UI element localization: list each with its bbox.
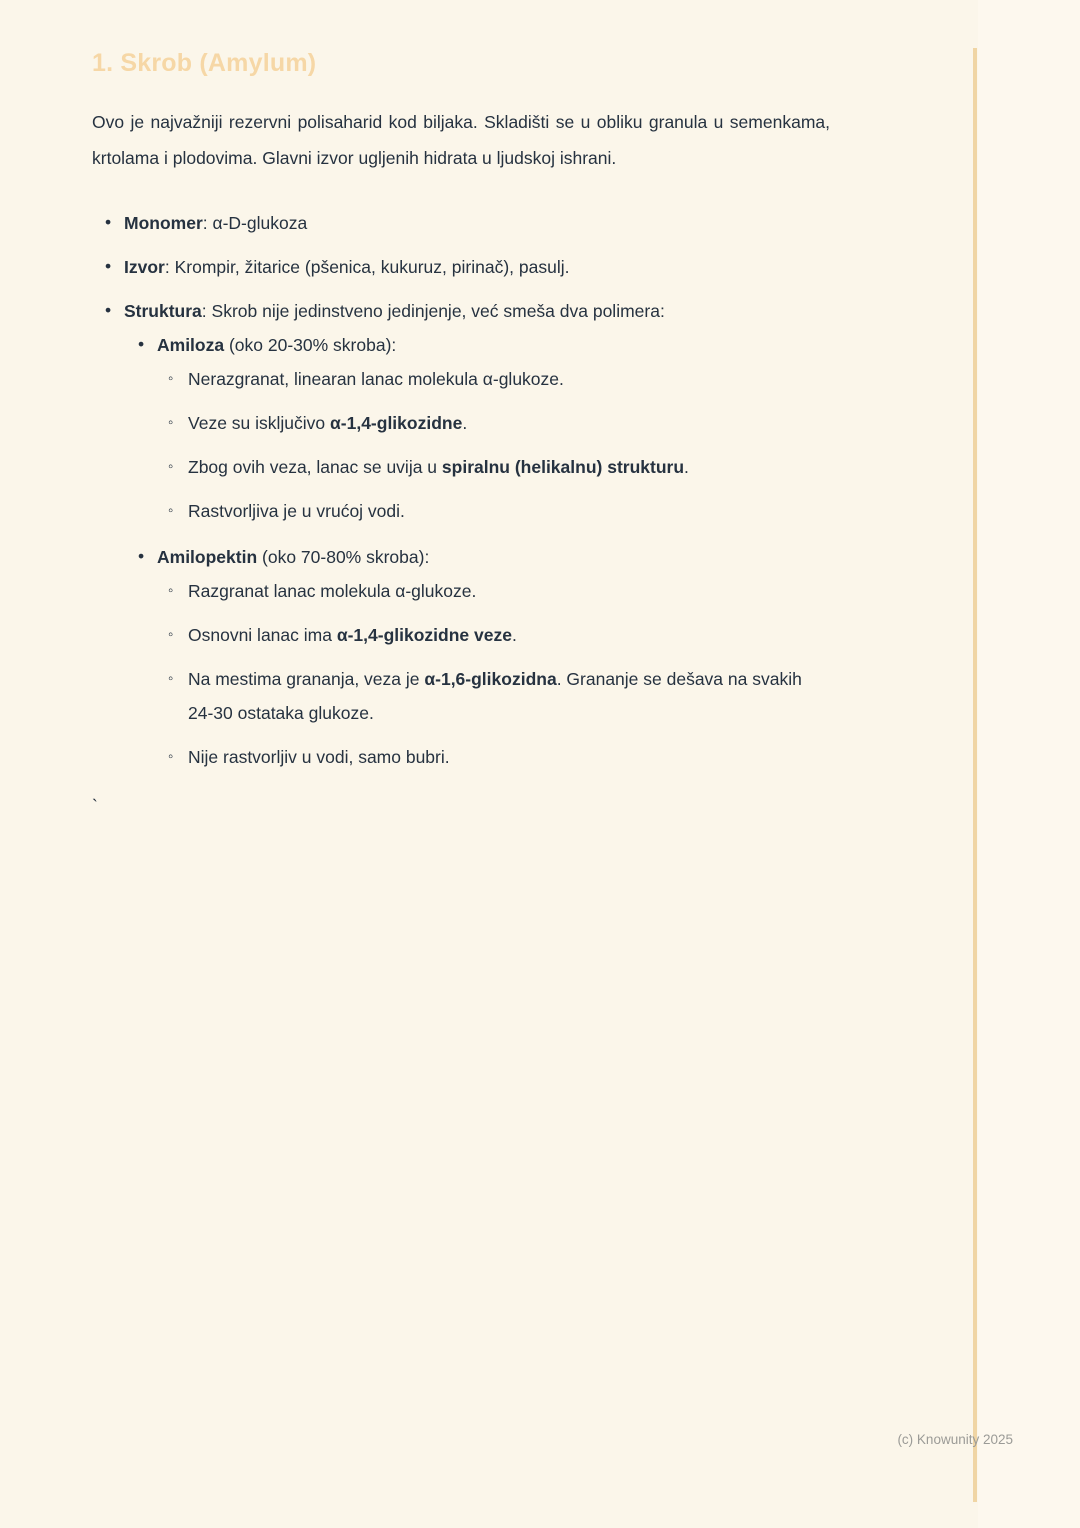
section-title: 1. Skrob (Amylum) (92, 49, 317, 77)
list-item-amilopektin (92, 540, 830, 574)
sub-list-item-text: Zbog ovih veza, lanac se uvija u spiralnu (helikalnu) strukturu. (188, 457, 689, 477)
circle-bullet-icon: ◦ (168, 670, 174, 687)
stray-backtick: ` (92, 796, 98, 816)
sub-list-item (92, 740, 830, 774)
circle-bullet-icon: ◦ (168, 626, 174, 643)
bullet-icon: • (105, 212, 112, 232)
outline-list (92, 206, 830, 774)
sub-list-item-text: Nerazgranat, linearan lanac molekula α-glukoze. (188, 369, 564, 389)
sub-list-item-text: Osnovni lanac ima α-1,4-glikozidne veze. (188, 625, 517, 645)
sub-list-item (92, 574, 830, 608)
vertical-divider (973, 48, 977, 1502)
list-item-monomer (92, 206, 830, 240)
sub-list-item (92, 618, 830, 652)
circle-bullet-icon: ◦ (168, 370, 174, 387)
sub-list-item (92, 494, 830, 528)
bullet-icon: • (138, 546, 145, 566)
circle-bullet-icon: ◦ (168, 414, 174, 431)
list-item-text: Izvor: Krompir, žitarice (pšenica, kukuruz, pirinač), pasulj. (124, 257, 570, 277)
right-margin-strip (978, 0, 1080, 1528)
copyright-footer: (c) Knowunity 2025 (897, 1432, 1013, 1447)
intro-paragraph: Ovo je najvažniji rezervni polisaharid kod biljaka. Skladišti se u obliku granula u semenkama, krtolama i plodovima. Glavni izvor ugljenih hidrata u ljudskoj ishrani. (92, 112, 830, 168)
sub-list-item-text: Na mestima grananja, veza je α-1,6-glikozidna. Grananje se dešava na svakih 24-30 ostataka glukoze. (188, 669, 802, 723)
note-content (92, 48, 830, 823)
list-item-text: Monomer: α-D-glukoza (124, 213, 308, 233)
sub-list-item (92, 662, 830, 730)
list-item-amiloza (92, 328, 830, 362)
bullet-icon: • (105, 256, 112, 276)
list-item-text: Struktura: Skrob nije jedinstveno jedinjenje, već smeša dva polimera: (124, 301, 665, 321)
sub-list-item (92, 406, 830, 440)
bullet-icon: • (138, 334, 145, 354)
sub-list-item-text: Nije rastvorljiv u vodi, samo bubri. (188, 747, 450, 767)
sub-list-item-text: Veze su isključivo α-1,4-glikozidne. (188, 413, 468, 433)
circle-bullet-icon: ◦ (168, 582, 174, 599)
sub-list-item (92, 450, 830, 484)
bullet-icon: • (105, 300, 112, 320)
circle-bullet-icon: ◦ (168, 458, 174, 475)
list-item-izvor (92, 250, 830, 284)
list-item-text: Amilopektin (oko 70-80% skroba): (157, 547, 430, 567)
list-item-text: Amiloza (oko 20-30% skroba): (157, 335, 397, 355)
circle-bullet-icon: ◦ (168, 502, 174, 519)
sub-list-item-text: Rastvorljiva je u vrućoj vodi. (188, 501, 405, 521)
sub-list-item (92, 362, 830, 396)
circle-bullet-icon: ◦ (168, 748, 174, 765)
list-item-struktura (92, 294, 830, 328)
sub-list-item-text: Razgranat lanac molekula α-glukoze. (188, 581, 477, 601)
